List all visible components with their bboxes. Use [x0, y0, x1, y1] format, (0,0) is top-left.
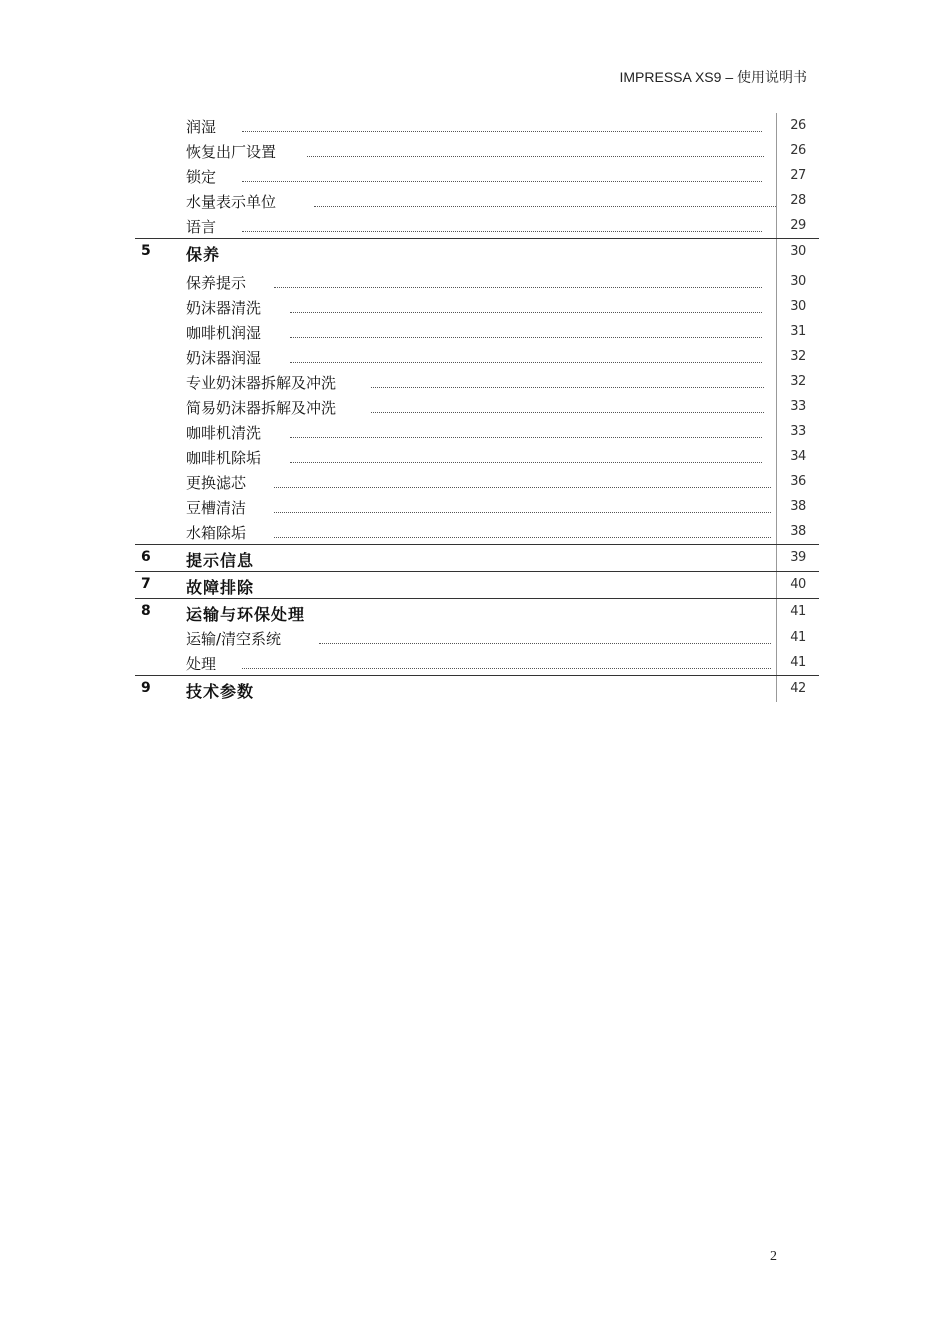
document-header: IMPRESSA XS9 – 使用说明书: [619, 69, 807, 85]
page-column-divider: [776, 113, 777, 138]
leader-dots: [290, 437, 762, 438]
toc-item[interactable]: [135, 469, 819, 494]
toc-item[interactable]: [135, 444, 819, 469]
page-column-divider: [776, 625, 777, 650]
toc-item[interactable]: [135, 394, 819, 419]
page-column-divider: [776, 572, 777, 598]
toc-item[interactable]: [135, 419, 819, 444]
leader-dots: [242, 231, 762, 232]
page-column-divider: [776, 519, 777, 544]
toc-item-page: 32: [790, 374, 806, 389]
page-column-divider: [776, 269, 777, 294]
toc-item-page: 41: [790, 630, 806, 645]
toc-item-title: 专业奶沫器拆解及冲洗: [186, 374, 337, 392]
toc-item[interactable]: [135, 188, 819, 213]
toc-item-page: 36: [790, 474, 806, 489]
chapter-number: 5: [141, 243, 151, 259]
page-column-divider: [776, 599, 777, 625]
chapter-title: 故障排除: [186, 575, 254, 598]
leader-dots: [314, 206, 776, 207]
page-column-divider: [776, 319, 777, 344]
leader-dots: [307, 156, 764, 157]
toc-item-title: 处理: [186, 655, 217, 673]
toc-item-title: 水箱除垢: [186, 524, 247, 542]
toc-item-title: 咖啡机润湿: [186, 324, 262, 342]
toc-item-page: 34: [790, 449, 806, 464]
toc-item[interactable]: [135, 113, 819, 138]
toc-item-page: 28: [790, 193, 806, 208]
chapter-title: 技术参数: [186, 679, 254, 702]
toc-item-page: 38: [790, 524, 806, 539]
chapter-title: 提示信息: [186, 548, 254, 571]
page-column-divider: [776, 188, 777, 213]
toc-item-page: 41: [790, 655, 806, 670]
chapter-page: 39: [790, 550, 806, 565]
toc-chapter-5[interactable]: [135, 239, 819, 269]
chapter-page: 40: [790, 577, 806, 592]
toc-item-title: 语言: [186, 218, 217, 236]
leader-dots: [371, 387, 764, 388]
toc-item-title: 奶沫器清洗: [186, 299, 262, 317]
leader-dots: [274, 512, 771, 513]
page-column-divider: [776, 369, 777, 394]
leader-dots: [290, 337, 762, 338]
page-column-divider: [776, 444, 777, 469]
toc-chapter-7[interactable]: [135, 572, 819, 598]
page-number: 2: [770, 1249, 777, 1264]
toc-item-page: 38: [790, 499, 806, 514]
toc-item-page: 29: [790, 218, 806, 233]
toc-item-title: 恢复出厂设置: [186, 143, 277, 161]
toc-item[interactable]: [135, 319, 819, 344]
toc-item-title: 润湿: [186, 118, 217, 136]
toc-item[interactable]: [135, 369, 819, 394]
toc-item-title: 咖啡机清洗: [186, 424, 262, 442]
leader-dots: [290, 362, 762, 363]
toc-item-title: 简易奶沫器拆解及冲洗: [186, 399, 337, 417]
toc-item[interactable]: [135, 213, 819, 238]
toc-item[interactable]: [135, 163, 819, 188]
toc-item-title: 锁定: [186, 168, 217, 186]
leader-dots: [274, 537, 771, 538]
leader-dots: [242, 668, 771, 669]
toc-item[interactable]: [135, 625, 819, 650]
page-column-divider: [776, 469, 777, 494]
toc-item[interactable]: [135, 494, 819, 519]
page-column-divider: [776, 294, 777, 319]
page-column-divider: [776, 419, 777, 444]
leader-dots: [242, 131, 762, 132]
toc-item[interactable]: [135, 294, 819, 319]
chapter-number: 6: [141, 549, 151, 565]
toc-item-page: 33: [790, 399, 806, 414]
page-column-divider: [776, 545, 777, 571]
page-column-divider: [776, 138, 777, 163]
page-column-divider: [776, 650, 777, 675]
toc-item-page: 26: [790, 143, 806, 158]
page-column-divider: [776, 239, 777, 269]
toc-chapter-6[interactable]: [135, 545, 819, 571]
chapter-page: 42: [790, 681, 806, 696]
toc-item-title: 咖啡机除垢: [186, 449, 262, 467]
leader-dots: [290, 462, 762, 463]
toc-item-page: 32: [790, 349, 806, 364]
leader-dots: [319, 643, 771, 644]
page-column-divider: [776, 494, 777, 519]
toc-item-page: 33: [790, 424, 806, 439]
chapter-page: 41: [790, 604, 806, 619]
chapter-title: 保养: [186, 242, 220, 265]
toc-item-title: 运输/清空系统: [186, 630, 282, 648]
page-column-divider: [776, 394, 777, 419]
toc-item-page: 26: [790, 118, 806, 133]
toc-item[interactable]: [135, 519, 819, 544]
leader-dots: [371, 412, 764, 413]
toc-chapter-9[interactable]: [135, 676, 819, 702]
leader-dots: [274, 487, 771, 488]
page-column-divider: [776, 213, 777, 238]
toc-item[interactable]: [135, 269, 819, 294]
toc-item[interactable]: [135, 344, 819, 369]
leader-dots: [274, 287, 762, 288]
toc-item-page: 30: [790, 299, 806, 314]
toc-item-page: 27: [790, 168, 806, 183]
toc-item[interactable]: [135, 138, 819, 163]
leader-dots: [290, 312, 762, 313]
toc-item-title: 更换滤芯: [186, 474, 247, 492]
table-of-contents: [135, 113, 819, 702]
chapter-number: 8: [141, 603, 151, 619]
toc-item-title: 保养提示: [186, 274, 247, 292]
toc-chapter-8[interactable]: [135, 599, 819, 625]
chapter-number: 9: [141, 680, 151, 696]
page-column-divider: [776, 344, 777, 369]
page-column-divider: [776, 163, 777, 188]
toc-item-page: 31: [790, 324, 806, 339]
leader-dots: [242, 181, 762, 182]
toc-item-page: 30: [790, 274, 806, 289]
page-column-divider: [776, 676, 777, 702]
toc-item[interactable]: [135, 650, 819, 675]
chapter-number: 7: [141, 576, 151, 592]
toc-item-title: 豆槽清洁: [186, 499, 247, 517]
chapter-page: 30: [790, 244, 806, 259]
toc-item-title: 奶沫器润湿: [186, 349, 262, 367]
chapter-title: 运输与环保处理: [186, 602, 305, 625]
toc-item-title: 水量表示单位: [186, 193, 277, 211]
